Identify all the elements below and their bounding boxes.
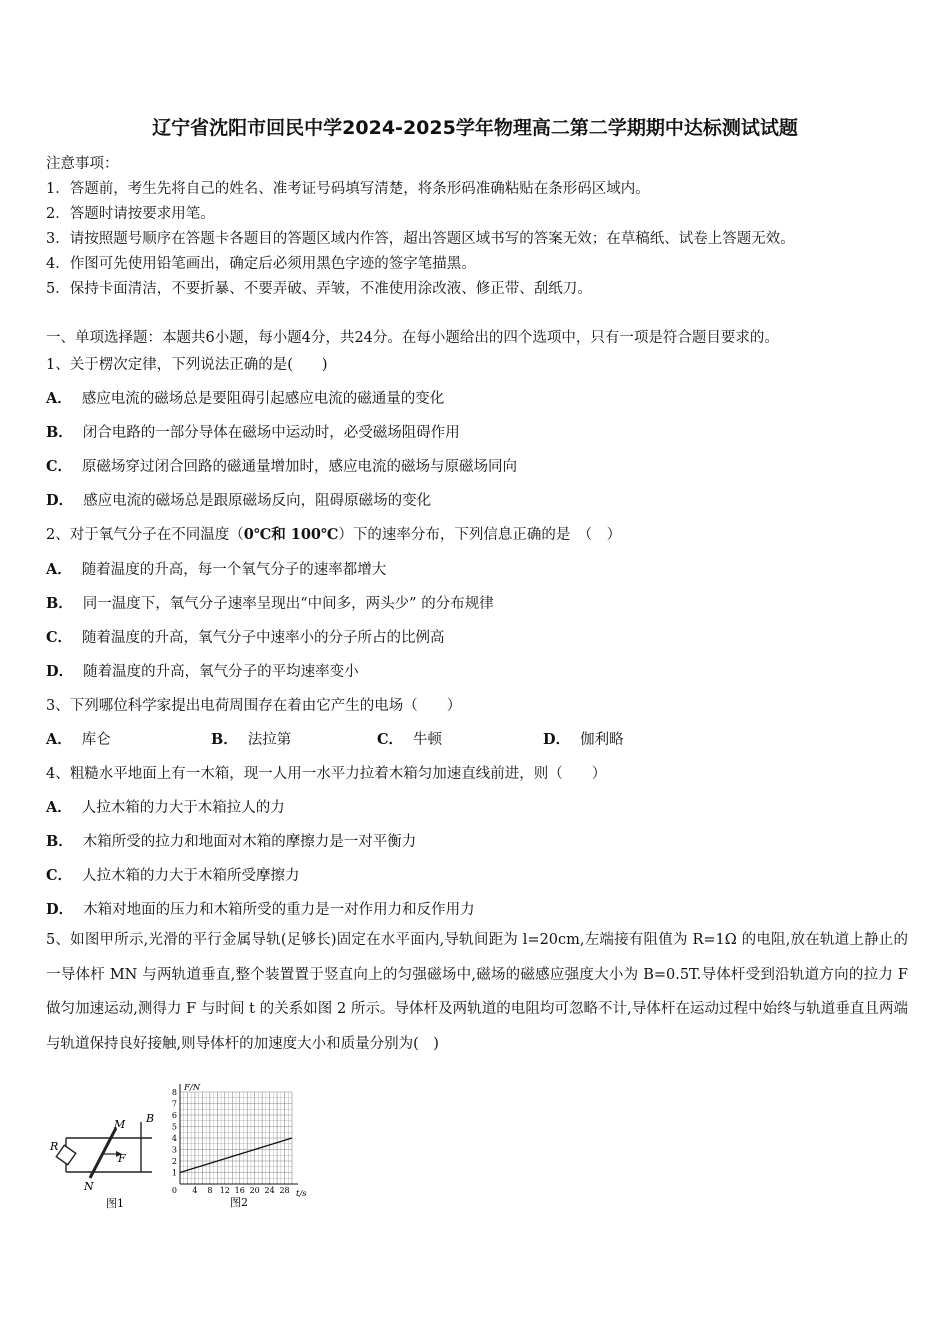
option-label: A．: [46, 561, 72, 578]
x-tick-label: 4: [192, 1186, 198, 1195]
question-2-option-b: [46, 592, 494, 613]
label-b: B: [146, 1112, 155, 1125]
x-tick-label: 8: [207, 1186, 213, 1195]
option-label: D．: [543, 731, 571, 748]
option-text: 同一温度下，氧气分子速率呈现出“中间多，两头少” 的分布规律: [82, 596, 494, 612]
option-label: A．: [46, 799, 72, 816]
x-tick-label: 20: [249, 1186, 260, 1195]
question-2-option-d: [46, 660, 359, 681]
label-n: N: [84, 1180, 94, 1193]
option-label: C．: [377, 731, 404, 748]
option-label: D．: [46, 492, 74, 509]
notice-item: 4．作图可先使用铅笔画出，确定后必须用黑色字迹的签字笔描黑。: [46, 256, 476, 272]
option-text: 库仑: [81, 732, 111, 748]
option-label: C．: [46, 867, 73, 884]
notice-item: 5．保持卡面清洁，不要折暴、不要弄破、弄皱，不准使用涂改液、修正带、刮纸刀。: [46, 281, 592, 297]
x-tick-label: 12: [219, 1186, 230, 1195]
option-text: 伽利略: [580, 732, 624, 748]
question-2-option-a: [46, 558, 386, 579]
question-5-stem: 5、如图甲所示,光滑的平行金属导轨(足够长)固定在水平面内,导轨间距为 l=20cm,左端接有阻值为 R=1Ω 的电阻,放在轨道上静止的一导体杆 MN 与两轨道垂直,整个装置置于竖直向上的匀强磁场中,磁场的磁感应强度大小为 B=0.5T.导体杆受到沿轨道方向的拉力 F 做匀加速运动,测得力 F 与时间 t 的关系如图 2 所示。导体杆及两轨道的电阻均可忽略不计,导体杆在运动过程中始终与轨道垂直且两端与轨道保持良好接触,则导体杆的加速度大小和质量分别为( ): [46, 932, 908, 1052]
question-2-option-c: [46, 626, 445, 647]
notice-item: 1．答题前，考生先将自己的姓名、准考证号码填写清楚，将条形码准确粘贴在条形码区域内。: [46, 181, 650, 197]
option-text: 木箱所受的拉力和地面对木箱的摩擦力是一对平衡力: [82, 834, 417, 850]
notice-item: 2．答题时请按要求用笔。: [46, 206, 215, 222]
option-text: 木箱对地面的压力和木箱所受的重力是一对作用力和反作用力: [83, 902, 475, 918]
y-tick-label: 3: [171, 1145, 177, 1155]
question-1-option-b: [46, 421, 460, 442]
figure-2-chart: [168, 1076, 328, 1212]
question-3-option-b: [211, 728, 291, 749]
figure-2-caption: 图2: [230, 1196, 248, 1209]
y-tick-label: 5: [171, 1122, 177, 1132]
option-text: 牛顿: [413, 732, 443, 748]
option-text: 原磁场穿过闭合回路的磁通量增加时，感应电流的磁场与原磁场同向: [82, 459, 518, 475]
resistor: [56, 1145, 75, 1164]
stem-temperatures: 0℃和 100℃: [243, 526, 339, 543]
y-tick-label: 7: [171, 1099, 177, 1109]
notice-item: 3．请按照题号顺序在答题卡各题目的答题区域内作答，超出答题区域书写的答案无效；在草稿纸、试卷上答题无效。: [46, 231, 795, 247]
option-text: 随着温度的升高，氧气分子中速率小的分子所占的比例高: [82, 630, 445, 646]
option-text: 感应电流的磁场总是要阻碍引起感应电流的磁通量的变化: [81, 391, 445, 407]
option-text: 闭合电路的一部分导体在磁场中运动时，必受磁场阻碍作用: [82, 425, 460, 441]
question-1-option-a: [46, 387, 444, 408]
question-1-stem: 1、关于楞次定律，下列说法正确的是( ): [46, 357, 328, 373]
y-tick-label: 4: [171, 1134, 177, 1143]
y-axis-label: F/N: [184, 1083, 201, 1093]
page-title: 辽宁省沈阳市回民中学2024-2025学年物理高二第二学期期中达标测试试题: [152, 117, 798, 139]
y-tick-label: 2: [171, 1157, 177, 1166]
question-4-option-b: [46, 830, 416, 851]
y-tick-label: 1: [171, 1168, 177, 1178]
option-text: 随着温度的升高，氧气分子的平均速率变小: [83, 664, 359, 680]
rod-mn: [90, 1128, 116, 1178]
question-2-stem: [46, 523, 621, 544]
question-3-option-d: [543, 728, 624, 749]
option-text: 随着温度的升高，每一个氧气分子的速率都增大: [81, 562, 387, 578]
y-tick-label: 8: [171, 1088, 177, 1097]
x-tick-label: 28: [279, 1186, 290, 1195]
question-4-option-c: [46, 864, 300, 885]
question-3-option-a: [46, 728, 111, 749]
stem-text: ）下的速率分布，下列信息正确的是 （ ）: [338, 527, 622, 543]
notice-heading: 注意事项：: [46, 156, 119, 172]
question-4-option-a: [46, 796, 285, 817]
option-text: 感应电流的磁场总是跟原磁场反向，阻碍原磁场的变化: [83, 493, 432, 509]
option-label: B．: [211, 731, 238, 748]
label-f: F: [118, 1152, 126, 1165]
x-tick-label: 0: [171, 1186, 177, 1195]
question-3-stem: 3、下列哪位科学家提出电荷周围存在着由它产生的电场（ ）: [46, 698, 462, 714]
question-1-option-d: [46, 489, 431, 510]
option-label: C．: [46, 629, 73, 646]
option-label: A．: [46, 731, 72, 748]
x-axis-label: t/s: [296, 1189, 307, 1199]
question-4-stem: 4、粗糙水平地面上有一木箱，现一人用一水平力拉着木箱匀加速直线前进，则（ ）: [46, 766, 607, 782]
y-tick-label: 6: [171, 1111, 177, 1120]
option-label: D．: [46, 901, 74, 918]
question-1-option-c: [46, 455, 517, 476]
label-m: M: [114, 1118, 126, 1131]
option-label: D．: [46, 663, 74, 680]
figure-1: [46, 1110, 166, 1210]
question-3-option-c: [377, 728, 442, 749]
option-label: C．: [46, 458, 73, 475]
option-text: 法拉第: [247, 732, 292, 748]
section-heading: 一、单项选择题：本题共6小题，每小题4分，共24分。在每小题给出的四个选项中，只有一项是符合题目要求的。: [46, 330, 779, 346]
x-tick-label: 16: [234, 1186, 245, 1195]
stem-text: 2、对于氧气分子在不同温度（: [46, 527, 244, 543]
option-label: B．: [46, 833, 73, 850]
option-label: A．: [46, 390, 72, 407]
option-label: B．: [46, 595, 73, 612]
x-tick-label: 24: [264, 1186, 275, 1195]
figure-1-caption: 图1: [106, 1197, 124, 1210]
option-text: 人拉木箱的力大于木箱拉人的力: [81, 800, 285, 816]
label-r: R: [50, 1140, 59, 1153]
question-4-option-d: [46, 898, 475, 919]
option-label: B．: [46, 424, 73, 441]
option-text: 人拉木箱的力大于木箱所受摩擦力: [82, 868, 300, 884]
